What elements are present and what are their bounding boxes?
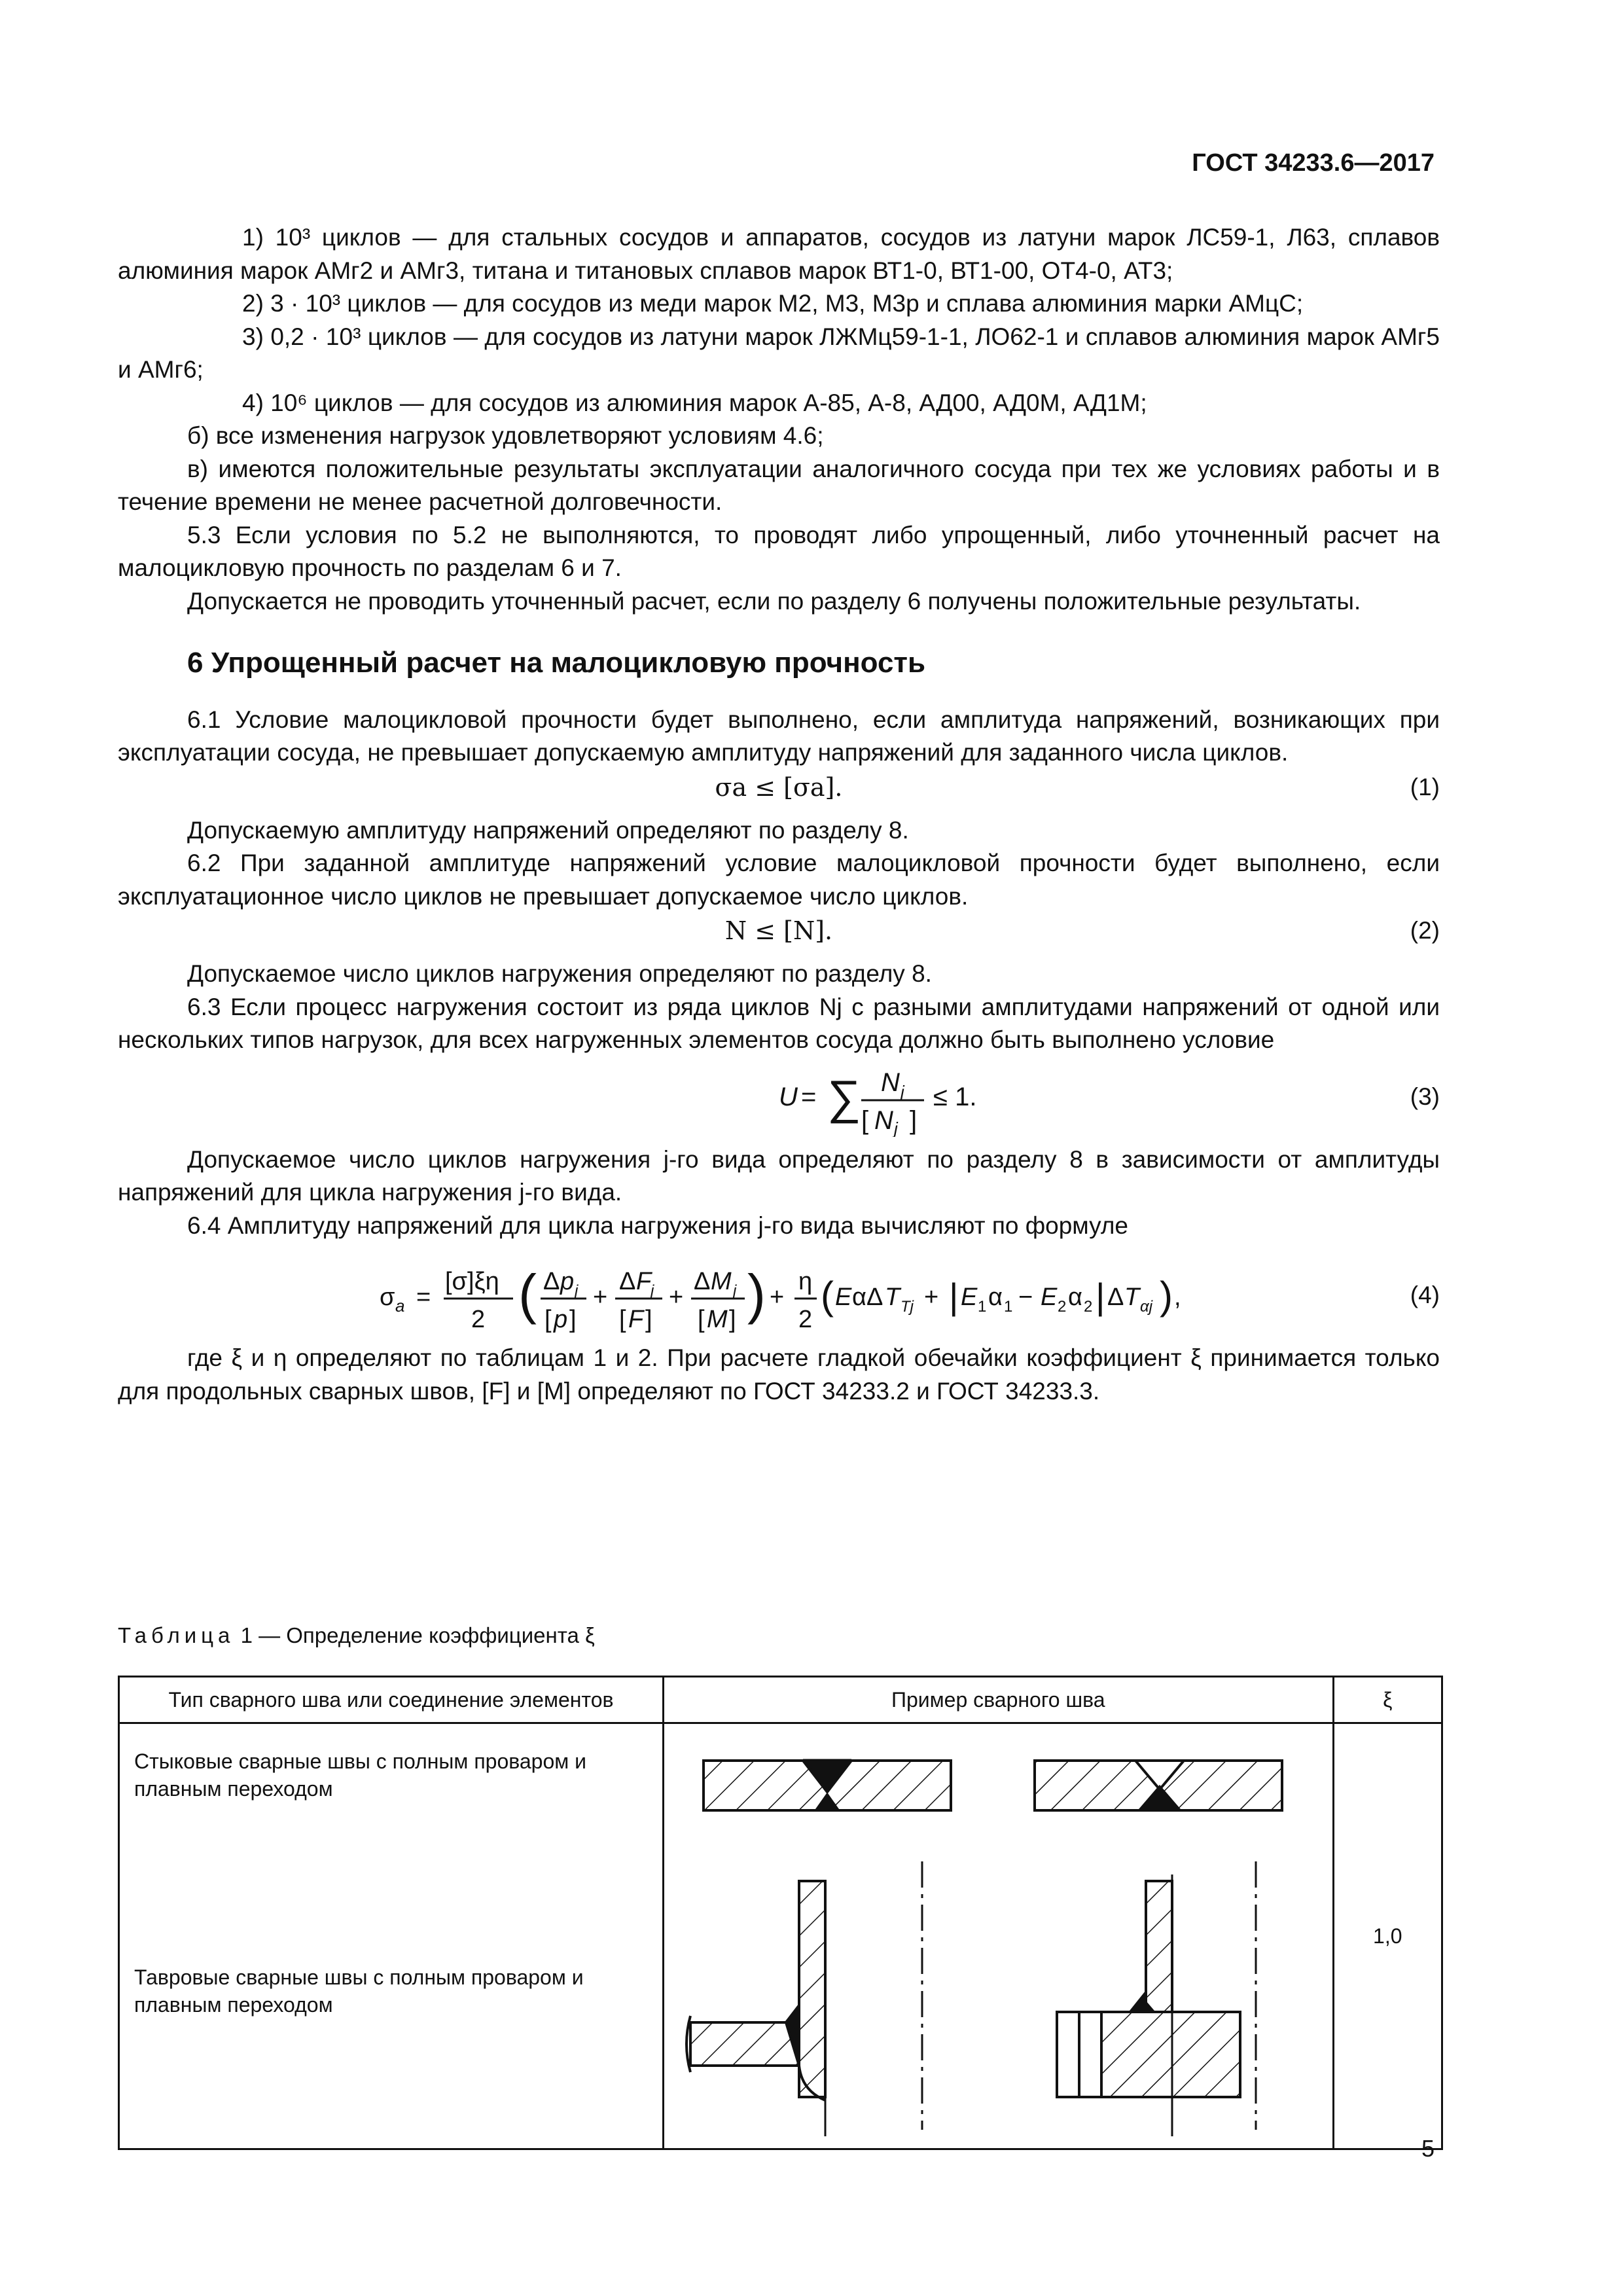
paragraph: где ξ и η определяют по таблицам 1 и 2. При расчете гладкой обечайки коэффициент ξ принимается только для продольных сварных швов, [F] и [M] определяют по ГОСТ 34233.2 и ГОСТ 34233.3.: [118, 1344, 1440, 1405]
tee-weld-example-1: [687, 1861, 922, 2136]
paragraph: 6.4 Амплитуду напряжений для цикла нагружения j-го вида вычисляют по формуле: [187, 1211, 1129, 1239]
paragraph: 6.2 При заданной амплитуде напряжений условие малоцикловой прочности будет выполнено, если эксплуатационное число циклов не превышает допускаемое число циклов.: [118, 850, 1440, 910]
svg-text:σ: σ: [380, 1283, 395, 1311]
svg-text:E: E: [835, 1283, 852, 1311]
svg-text:η: η: [798, 1268, 813, 1295]
formula-expression: N ≤ [N].: [724, 916, 833, 945]
formula-number: (1): [1410, 773, 1440, 800]
svg-text:|: |: [1096, 1276, 1105, 1317]
svg-text:≤ 1.: ≤ 1.: [933, 1082, 977, 1111]
butt-weld-example-2: [1035, 1761, 1282, 1810]
paragraph: 1) 10³ циклов — для стальных сосудов и аппаратов, сосудов из латуни марок ЛС59-1, Л63, сплавов алюминия марок АМг2 и АМг3, титана и титановых сплавов марок ВТ1-0, ВТ1-00, ОТ4-0, АТ3;: [118, 224, 1440, 284]
svg-text:T: T: [885, 1283, 901, 1311]
paragraph: Допускаемую амплитуду напряжений определяют по разделу 8.: [187, 816, 909, 844]
svg-text:2: 2: [1084, 1298, 1093, 1316]
table-header: ξ: [1333, 1677, 1442, 1723]
formula-4-expression: [118, 1257, 1440, 1335]
table-cell-types: [119, 1723, 664, 2149]
formula-4: [118, 1257, 1440, 1335]
paragraph: б) все изменения нагрузок удовлетворяют условиям 4.6;: [187, 422, 824, 449]
formula-number: (2): [1410, 917, 1440, 944]
document-header: ГОСТ 34233.6—2017: [1192, 149, 1435, 177]
table-header: Тип сварного шва или соединение элементов: [119, 1677, 664, 1723]
svg-text:[: [: [544, 1306, 552, 1333]
svg-text:αj: αj: [1140, 1298, 1153, 1316]
paragraph: 6.3 Если процесс нагружения состоит из ряда циклов Nj с разными амплитудами напряжений от одной или нескольких типов нагрузок, для всех нагруженных элементов сосуда должно быть выполнено условие: [118, 993, 1440, 1053]
formula-2: [118, 914, 1440, 951]
svg-text:]: ]: [645, 1306, 652, 1333]
svg-text:F: F: [628, 1306, 644, 1333]
svg-text:1: 1: [1004, 1298, 1013, 1316]
svg-text:[σ]ξη: [σ]ξη: [445, 1268, 499, 1295]
svg-text:∑: ∑: [827, 1071, 861, 1124]
svg-text:(: (: [821, 1274, 834, 1318]
table-caption-prefix: Таблица: [118, 1623, 235, 1647]
weld-examples-drawing: [664, 1724, 1325, 2143]
svg-text:j: j: [894, 1118, 898, 1137]
svg-text:p: p: [554, 1306, 568, 1333]
svg-text:|: |: [949, 1276, 959, 1317]
svg-text:U: U: [779, 1082, 798, 1111]
svg-text:Δ: Δ: [543, 1268, 560, 1295]
paragraph: в) имеются положительные результаты эксплуатации аналогичного сосуда при тех же условиях работы и в течение времени не менее расчетной долговечности.: [118, 455, 1440, 515]
svg-text:(: (: [518, 1263, 537, 1325]
svg-text:): ): [747, 1263, 766, 1325]
paragraph: 3) 0,2 · 10³ циклов — для сосудов из латуни марок ЛЖМц59-1-1, ЛО62-1 и сплавов алюминия марок АМг5 и АМг6;: [118, 323, 1440, 383]
svg-text:M: M: [707, 1306, 728, 1333]
formula-number: (4): [1410, 1282, 1440, 1308]
table-caption: [118, 1623, 595, 1648]
svg-text:E: E: [1041, 1283, 1058, 1311]
svg-text:]: ]: [569, 1306, 577, 1333]
svg-text:1: 1: [978, 1298, 987, 1316]
svg-text:+: +: [669, 1283, 684, 1311]
svg-text:j: j: [575, 1282, 579, 1300]
xi-value: 1,0: [1333, 1723, 1442, 2149]
formula-expression: σa ≤ [σa].: [715, 772, 843, 802]
paragraph: Допускаемое число циклов нагружения j-го вида определяют по разделу 8 в зависимости от амплитуды напряжений для цикла нагружения j-го вида.: [118, 1145, 1440, 1206]
svg-text:=: =: [416, 1283, 431, 1311]
svg-text:E: E: [961, 1283, 978, 1311]
table-caption-text: 1 — Определение коэффициента ξ: [240, 1623, 595, 1647]
page-number: 5: [1421, 2135, 1435, 2162]
section-title: 6 Упрощенный расчет на малоцикловую прочность: [187, 647, 926, 679]
svg-text:]: ]: [910, 1105, 918, 1135]
svg-text:2: 2: [798, 1306, 813, 1333]
paragraph: 5.3 Если условия по 5.2 не выполняются, то проводят либо упрощенный, либо уточненный расчет на малоцикловую прочность по разделам 6 и 7.: [118, 521, 1440, 581]
svg-text:): ): [1160, 1274, 1173, 1318]
table-row: [119, 1723, 1442, 2149]
svg-text:Tj: Tj: [901, 1298, 914, 1316]
formula-1: [118, 771, 1440, 808]
document-body: [118, 221, 1440, 1408]
svg-text:[: [: [861, 1105, 869, 1135]
svg-text:,: ,: [1174, 1283, 1181, 1311]
svg-text:j: j: [651, 1282, 654, 1300]
svg-text:2: 2: [471, 1306, 486, 1333]
paragraph: Допускаемое число циклов нагружения определяют по разделу 8.: [187, 960, 932, 987]
svg-text:a: a: [395, 1296, 405, 1316]
butt-weld-example-1: [704, 1761, 951, 1810]
svg-text:M: M: [711, 1268, 732, 1295]
svg-text:N: N: [874, 1105, 893, 1135]
svg-text:F: F: [636, 1268, 652, 1295]
table-header: Пример сварного шва: [663, 1677, 1333, 1723]
svg-text:α: α: [988, 1283, 1003, 1311]
svg-text:Δ: Δ: [1107, 1283, 1124, 1311]
paragraph: 6.1 Условие малоцикловой прочности будет выполнено, если амплитуда напряжений, возникающих при эксплуатации сосуда, не превышает допускаемую амплитуду напряжений для заданного числа циклов.: [118, 706, 1440, 766]
svg-text:p: p: [560, 1268, 575, 1295]
weld-type-butt: Стыковые сварные швы с полным проваром и плавным переходом: [134, 1749, 587, 1801]
svg-text:Δ: Δ: [619, 1268, 636, 1295]
formula-3-expression: [118, 1058, 1440, 1137]
table-cell-examples: [663, 1723, 1333, 2149]
svg-text:j: j: [901, 1081, 904, 1102]
svg-text:j: j: [733, 1282, 737, 1300]
table-1: [118, 1676, 1443, 2150]
svg-text:[: [: [619, 1306, 626, 1333]
svg-text:αΔ: αΔ: [852, 1283, 883, 1311]
formula-3: [118, 1058, 1440, 1137]
paragraph: 4) 10⁶ циклов — для сосудов из алюминия марок А-85, А-8, АД00, АД0М, АД1М;: [242, 389, 1147, 416]
svg-text:T: T: [1124, 1283, 1140, 1311]
svg-text:Δ: Δ: [694, 1268, 711, 1295]
paragraph: 2) 3 · 10³ циклов — для сосудов из меди марок М2, М3, М3р и сплава алюминия марки АМцС;: [242, 290, 1304, 317]
svg-text:−: −: [1018, 1283, 1033, 1311]
formula-number: (3): [1410, 1083, 1440, 1110]
svg-text:α: α: [1068, 1283, 1082, 1311]
svg-text:]: ]: [729, 1306, 736, 1333]
svg-text:+: +: [593, 1283, 608, 1311]
tee-weld-example-2: [1057, 1861, 1256, 2136]
table-header-row: [119, 1677, 1442, 1723]
svg-text:[: [: [698, 1306, 705, 1333]
svg-text:2: 2: [1058, 1298, 1067, 1316]
svg-text:N: N: [881, 1067, 900, 1097]
paragraph: Допускается не проводить уточненный расчет, если по разделу 6 получены положительные результаты.: [187, 587, 1361, 615]
weld-type-tee: Тавровые сварные швы с полным проваром и плавным переходом: [134, 1965, 584, 2017]
svg-text:=: =: [801, 1082, 817, 1111]
svg-text:+: +: [924, 1283, 939, 1311]
svg-text:+: +: [770, 1283, 785, 1311]
